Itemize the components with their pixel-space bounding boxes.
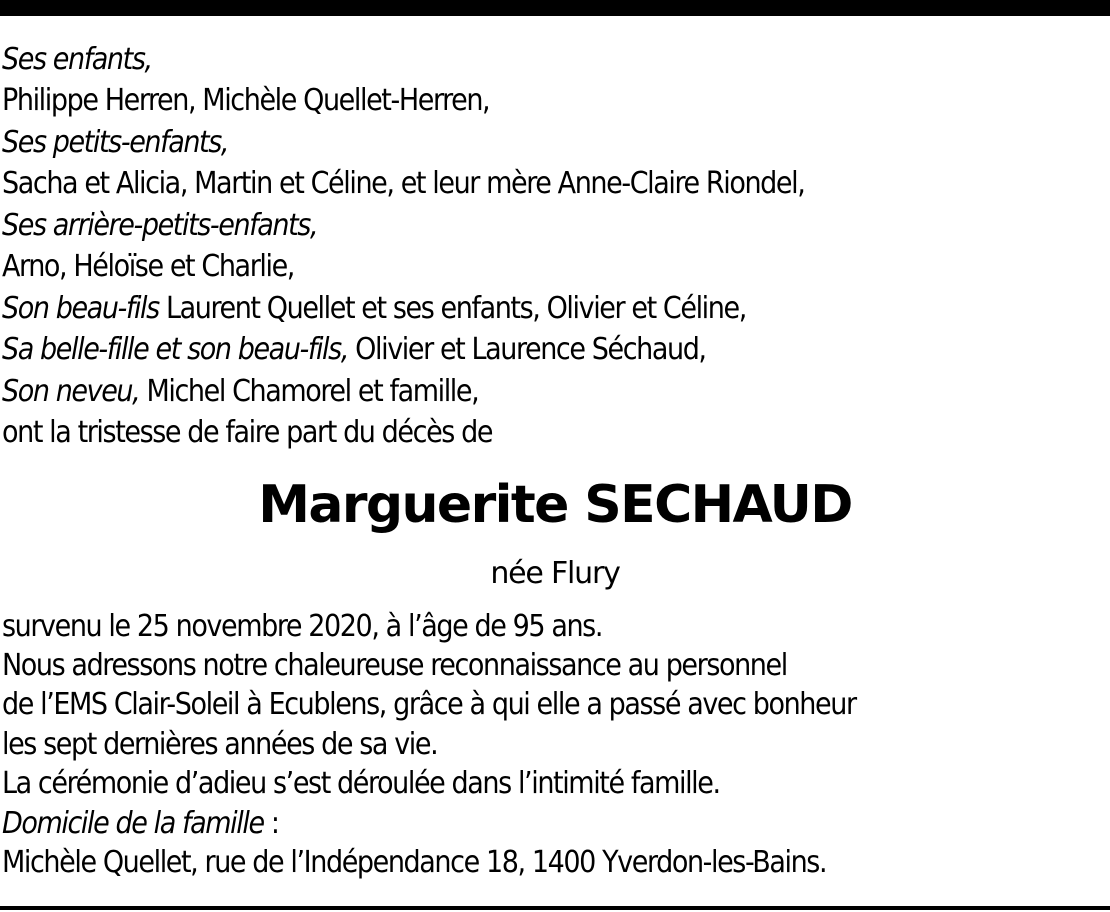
domicile-separator: : bbox=[263, 806, 279, 841]
nephew-line bbox=[2, 374, 478, 410]
step-children-label: Sa belle-fille et son beau-fils, bbox=[2, 332, 348, 367]
nephew-label: Son neveu, bbox=[2, 374, 140, 409]
domicile-label: Domicile de la famille bbox=[2, 806, 264, 841]
top-rule bbox=[0, 0, 1110, 16]
domicile-line bbox=[2, 806, 279, 842]
thanks-line-1: Nous adressons notre chaleureuse reconnaissance au personnel bbox=[2, 648, 787, 683]
son-in-law-label: Son beau-fils bbox=[2, 291, 159, 326]
maiden-name: née Flury bbox=[490, 556, 620, 591]
children-label: Ses enfants, bbox=[2, 42, 152, 77]
children-names: Philippe Herren, Michèle Quellet-Herren, bbox=[2, 83, 490, 118]
great-grandchildren-label: Ses arrière-petits-enfants, bbox=[2, 208, 318, 243]
grandchildren-names: Sacha et Alicia, Martin et Céline, et leur mère Anne-Claire Riondel, bbox=[2, 166, 805, 201]
bottom-rule bbox=[0, 906, 1110, 910]
step-children-names: Olivier et Laurence Séchaud, bbox=[348, 332, 706, 367]
grandchildren-label: Ses petits-enfants, bbox=[2, 125, 229, 160]
announcement-text: ont la tristesse de faire part du décès de bbox=[2, 415, 493, 450]
son-in-law-line bbox=[2, 291, 746, 327]
great-grandchildren-names: Arno, Héloïse et Charlie, bbox=[2, 249, 294, 284]
ceremony-text: La cérémonie d’adieu s’est déroulée dans l’intimité famille. bbox=[2, 766, 720, 801]
thanks-line-2: de l’EMS Clair-Soleil à Ecublens, grâce à qui elle a passé avec bonheur bbox=[2, 687, 856, 722]
deceased-name: Marguerite SECHAUD bbox=[258, 475, 852, 535]
family-address: Michèle Quellet, rue de l’Indépendance 18, 1400 Yverdon-les-Bains. bbox=[2, 845, 827, 880]
death-date-text: survenu le 25 novembre 2020, à l’âge de 95 ans. bbox=[2, 609, 603, 644]
step-children-line bbox=[2, 332, 706, 368]
son-in-law-names: Laurent Quellet et ses enfants, Olivier et Céline, bbox=[158, 291, 746, 326]
thanks-line-3: les sept dernières années de sa vie. bbox=[2, 727, 438, 762]
nephew-names: Michel Chamorel et famille, bbox=[139, 374, 479, 409]
